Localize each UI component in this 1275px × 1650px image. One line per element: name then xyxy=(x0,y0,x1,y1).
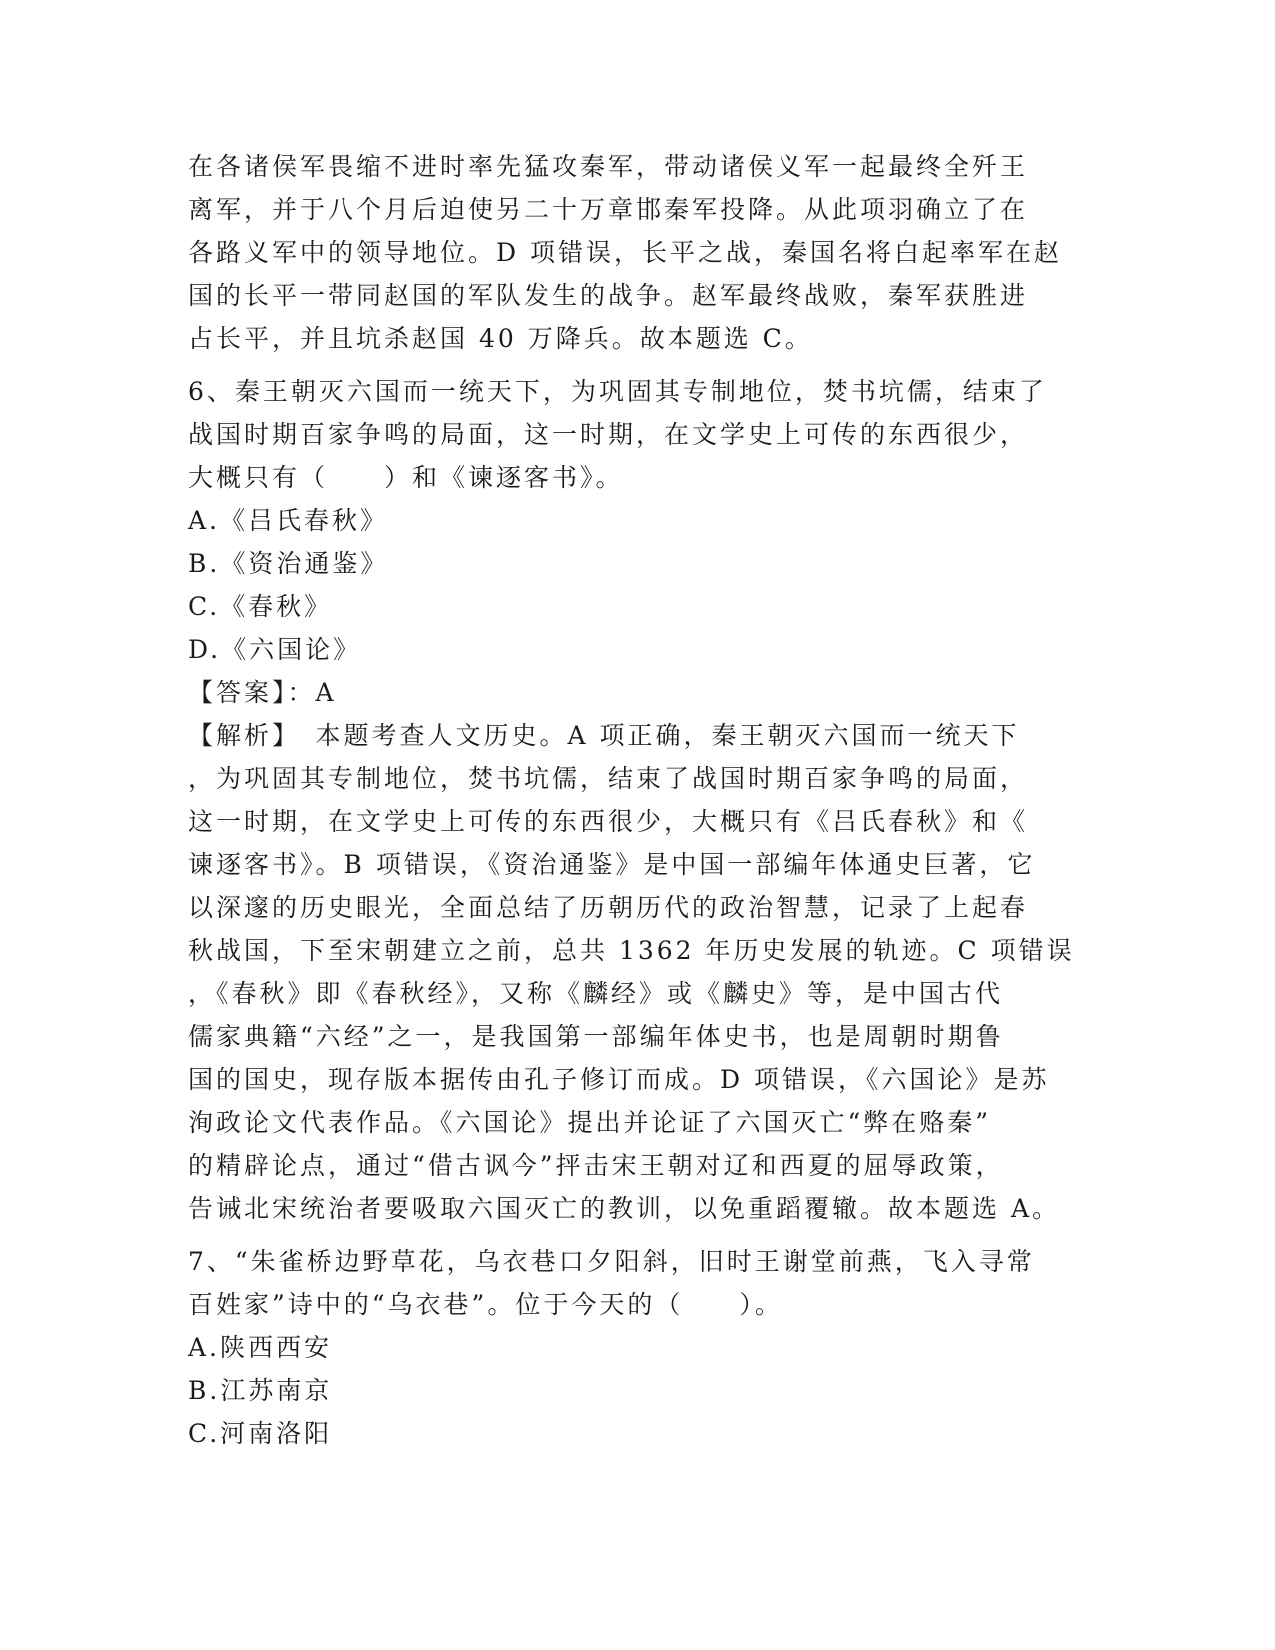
explanation-line: ，为巩固其专制地位，焚书坑儒，结束了战国时期百家争鸣的局面， xyxy=(188,764,1029,793)
spacer xyxy=(188,1230,1088,1240)
explanation-line: 国的国史，现存版本据传由孔子修订而成。D 项错误，《六国论》是苏 xyxy=(188,1065,1050,1094)
option-c: C.《春秋》 xyxy=(188,592,333,621)
option-c: C.河南洛阳 xyxy=(188,1419,333,1448)
question-stem-line: 战国时期百家争鸣的局面，这一时期，在文学史上可传的东西很少， xyxy=(188,420,1029,449)
explanation-line: 【解析】 本题考查人文历史。A 项正确，秦王朝灭六国而一统天下 xyxy=(188,721,1020,750)
question-6 xyxy=(188,370,1088,1230)
option-d: D.《六国论》 xyxy=(188,635,362,664)
page-content xyxy=(188,145,1088,1455)
explanation-line: ，《春秋》即《春秋经》，又称《麟经》或《麟史》等，是中国古代 xyxy=(188,979,1004,1008)
option-a: A.《吕氏春秋》 xyxy=(188,506,389,535)
explanation-line: 秋战国，下至宋朝建立之前，总共 1362 年历史发展的轨迹。C 项错误 xyxy=(188,936,1075,965)
previous-explanation xyxy=(188,145,1088,360)
explanation-line: 在各诸侯军畏缩不进时率先猛攻秦军，带动诸侯义军一起最终全歼王 xyxy=(188,152,1029,181)
explanation-line: 这一时期，在文学史上可传的东西很少，大概只有《吕氏春秋》和《 xyxy=(188,807,1029,836)
option-b: B.江苏南京 xyxy=(188,1376,333,1405)
question-stem-line: 6、秦王朝灭六国而一统天下，为巩固其专制地位，焚书坑儒，结束了 xyxy=(188,377,1047,406)
explanation-line: 占长平，并且坑杀赵国 40 万降兵。故本题选 C。 xyxy=(188,324,813,353)
explanation-line: 谏逐客书》。B 项错误，《资治通鉴》是中国一部编年体通史巨著，它 xyxy=(188,850,1036,879)
explanation-line: 离军，并于八个月后迫使另二十万章邯秦军投降。从此项羽确立了在 xyxy=(188,195,1029,224)
question-stem-line: 大概只有（ ）和《谏逐客书》。 xyxy=(188,463,624,492)
option-a: A.陕西西安 xyxy=(188,1333,333,1362)
explanation-line: 洵政论文代表作品。《六国论》提出并论证了六国灭亡“弊在赂秦” xyxy=(188,1108,992,1137)
answer-line: 【答案】：A xyxy=(188,678,337,707)
explanation-line: 儒家典籍“六经”之一，是我国第一部编年体史书，也是周朝时期鲁 xyxy=(188,1022,1004,1051)
option-b: B.《资治通鉴》 xyxy=(188,549,389,578)
spacer xyxy=(188,360,1088,370)
explanation-line: 国的长平一带同赵国的军队发生的战争。赵军最终战败，秦军获胜进 xyxy=(188,281,1029,310)
explanation-line: 的精辟论点，通过“借古讽今”抨击宋王朝对辽和西夏的屈辱政策， xyxy=(188,1151,1004,1180)
explanation-line: 告诫北宋统治者要吸取六国灭亡的教训，以免重蹈覆辙。故本题选 A。 xyxy=(188,1194,1061,1223)
explanation-line: 以深邃的历史眼光，全面总结了历朝历代的政治智慧，记录了上起春 xyxy=(188,893,1029,922)
question-7 xyxy=(188,1240,1088,1455)
explanation-line: 各路义军中的领导地位。D 项错误，长平之战，秦国名将白起率军在赵 xyxy=(188,238,1062,267)
question-stem-line: 7、“朱雀桥边野草花，乌衣巷口夕阳斜，旧时王谢堂前燕，飞入寻常 xyxy=(188,1247,1035,1276)
question-stem-line: 百姓家”诗中的“乌衣巷”。位于今天的（ ）。 xyxy=(188,1290,783,1319)
